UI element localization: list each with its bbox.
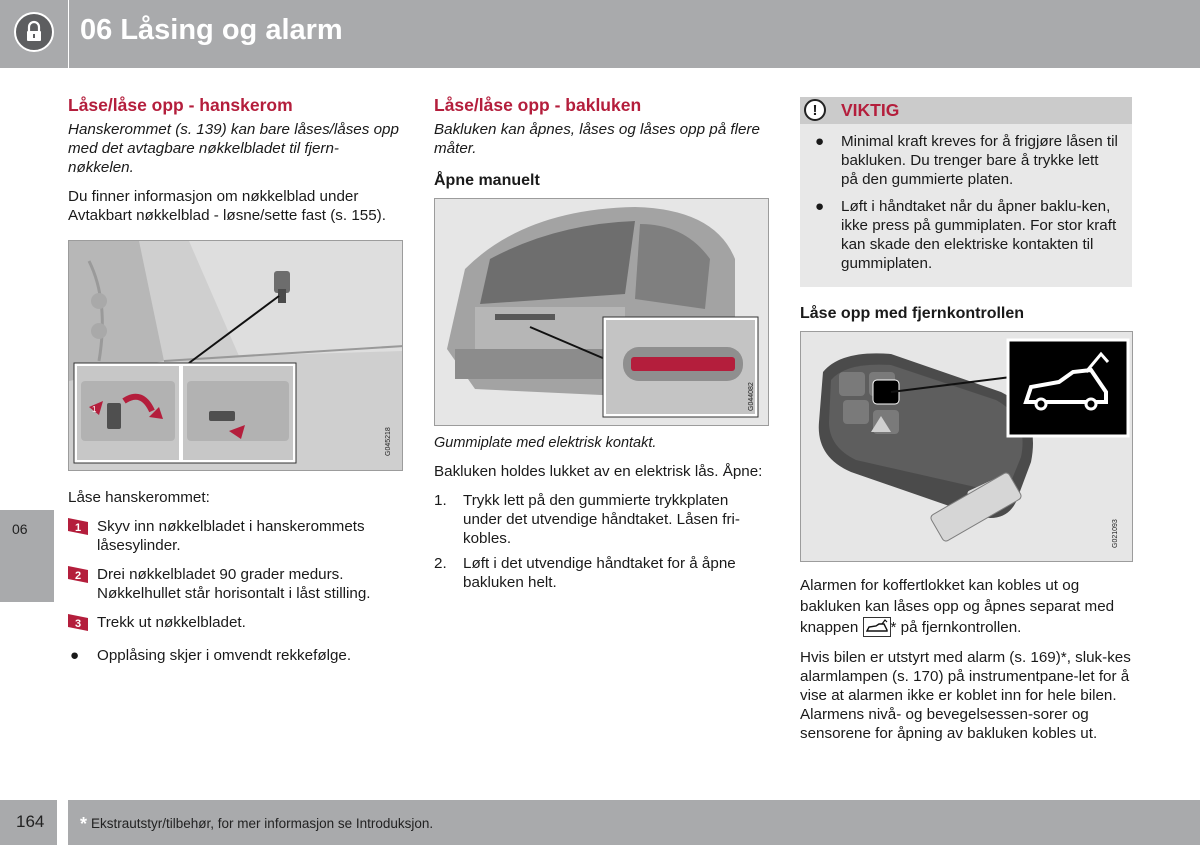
- page-footer: [0, 800, 1200, 845]
- svg-text:3: 3: [75, 618, 82, 630]
- step-2: [68, 565, 404, 603]
- subheading-remote: Låse opp med fjernkontrollen: [800, 305, 1025, 322]
- glovebox-illustration: [69, 241, 403, 471]
- step-number: 1.: [434, 492, 447, 509]
- step-3-text: Trekk ut nøkkelbladet.: [97, 614, 246, 631]
- exclamation-icon: !: [804, 99, 826, 121]
- step-text: Trykk lett på den gummierte trykkplaten under det utvendige håndtaket. Låsen fri-kobles.: [463, 492, 740, 547]
- svg-text:2: 2: [75, 570, 82, 582]
- step-1: [68, 517, 404, 555]
- step-3-marker-icon: [68, 614, 88, 631]
- chapter-tab-label: 06: [12, 521, 28, 537]
- paragraph-text: * på fjernkontrollen.: [890, 619, 1022, 636]
- paragraph-text: Alarmen for koffertlokket kan kobles ut og bakluken kan låses opp og åpnes separat med knappen: [800, 577, 1115, 636]
- footnote: [80, 814, 433, 835]
- figure-code: G045218: [385, 427, 392, 456]
- numbered-step-2: [434, 554, 770, 592]
- step-text: Løft i det utvendige håndtaket for å åpne bakluken helt.: [463, 555, 736, 591]
- bullet-dot-icon: ●: [815, 133, 825, 150]
- page-number: 164: [16, 812, 45, 831]
- bullet-text: Løft i håndtaket når du åpner baklu-ken, ikke press på gummiplaten. For stor kraft kan skade den elektriske kontakten til gummiplaten.: [841, 198, 1117, 272]
- chapter-tab: [0, 510, 54, 602]
- lead-text: Bakluken kan åpnes, låses og låses opp på flere måter.: [434, 121, 760, 157]
- tailgate-illustration: [435, 199, 769, 426]
- column-tailgate: [434, 95, 770, 598]
- svg-text:1: 1: [92, 405, 97, 414]
- footer-divider: [57, 800, 68, 845]
- header-divider: [68, 0, 69, 68]
- section-heading-tailgate: Låse/låse opp - bakluken: [434, 95, 642, 115]
- lead-text: Hanskerommet (s. 139) kan bare låses/låses opp med det avtagbare nøkkelbladet til fjern-nøkkelen.: [68, 121, 399, 176]
- paragraph-remote: [800, 575, 1134, 638]
- page-header: [0, 0, 1200, 68]
- figure-code: G044082: [748, 382, 755, 411]
- bullet-item: [68, 646, 404, 665]
- step-1-marker-icon: [68, 518, 88, 535]
- important-box-title: VIKTIG: [841, 100, 900, 120]
- subheading-manual: Åpne manuelt: [434, 172, 540, 189]
- remote-key-illustration: [801, 332, 1133, 562]
- column-glovebox: [68, 95, 404, 675]
- numbered-step-1: [434, 491, 770, 548]
- glovebox-figure: [68, 240, 403, 471]
- padlock-icon: [14, 12, 54, 52]
- step-3: [68, 613, 404, 632]
- footnote-star: *: [80, 814, 88, 834]
- important-bullet-2: [813, 197, 1118, 273]
- step-1-text: Skyv inn nøkkelbladet i hanskerommets låsesylinder.: [97, 518, 365, 554]
- important-box: [800, 97, 1132, 287]
- section-heading-glovebox: Låse/låse opp - hanskerom: [68, 95, 293, 115]
- bullet-text: Opplåsing skjer i omvendt rekkefølge.: [97, 647, 352, 664]
- important-box-header: [800, 97, 1132, 124]
- svg-text:1: 1: [75, 522, 82, 534]
- important-box-body: [800, 124, 1132, 287]
- paragraph: Bakluken holdes lukket av en elektrisk lås. Åpne:: [434, 463, 763, 480]
- important-bullet-1: [813, 132, 1118, 189]
- steps-intro: Låse hanskerommet:: [68, 489, 210, 506]
- bullet-dot-icon: ●: [815, 198, 825, 215]
- figure-caption: Gummiplate med elektrisk kontakt.: [434, 435, 657, 451]
- remote-figure: [800, 331, 1133, 562]
- chapter-title: 06 Låsing og alarm: [80, 14, 343, 46]
- step-number: 2.: [434, 555, 447, 572]
- bullet-text: Minimal kraft kreves for å frigjøre låsen til bakluken. Du trenger bare å trykke lett på den gummierte platen.: [841, 133, 1118, 188]
- tailgate-figure: [434, 198, 769, 426]
- step-2-text: Drei nøkkelbladet 90 grader medurs. Nøkkelhullet står horisontalt i låst stilling.: [97, 566, 371, 602]
- footnote-text: Ekstrautstyr/tilbehør, for mer informasjon se Introduksjon.: [91, 816, 434, 831]
- column-remote: [800, 97, 1134, 753]
- paragraph: Du finner informasjon om nøkkelblad under Avtakbart nøkkelblad - løsne/sette fast (s. 155).: [68, 188, 386, 224]
- bullet-dot-icon: ●: [70, 647, 80, 664]
- paragraph-alarm: Hvis bilen er utstyrt med alarm (s. 169)*, sluk-kes alarmlampen (s. 170) på instrumentpane-let for å vise at alarmen ikke er koblet inn for hele bilen. Alarmens nivå- og bevegelsessen-sorer og sensorene for åpning av bakluken kobles ut.: [800, 649, 1131, 742]
- tailgate-button-icon: [863, 617, 891, 637]
- step-2-marker-icon: [68, 566, 88, 583]
- figure-code: G021093: [1112, 519, 1119, 548]
